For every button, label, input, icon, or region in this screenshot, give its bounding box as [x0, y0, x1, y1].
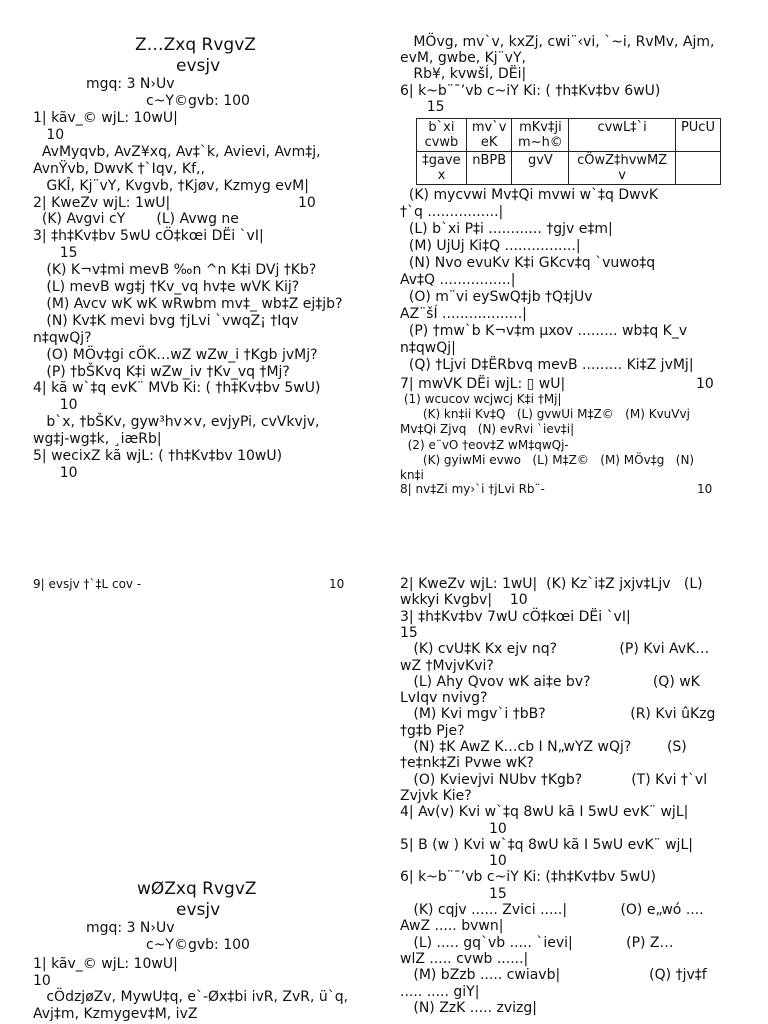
text-line: 10	[33, 464, 78, 481]
text-line: 4| kã w`‡q evK¨ MVb Ki: ( †h‡Kv‡bv 5wU)	[33, 380, 321, 397]
text-line: (M) Avcv wK wK wRwbm mv‡_ wb‡Z ej‡jb?	[33, 295, 343, 312]
text-line: AwZ ..... bvwn|	[400, 918, 504, 935]
text-line: †g‡b Pje?	[400, 722, 465, 739]
text-line: (P) †bŠKvq K‡i wZw_iv †Kv_vq †Mj?	[33, 363, 290, 380]
text-line: (O) Kvievjvi NUbv †Kgb? (T) Kvi †`vl	[400, 771, 708, 788]
text-line: (2) e¨vO †eov‡Z wM‡qwQj-	[400, 437, 569, 452]
full-marks: c~Y©gvb: 100	[146, 93, 250, 109]
text-line: n‡qwQj?	[33, 329, 92, 346]
text-line: (N) Kv‡K mevi bvg †jLvi `vwqZ¡ †Iqv	[33, 312, 299, 329]
table-cell: mKv‡ji m~h©	[512, 119, 569, 152]
section2-marks: c~Y©gvb: 100	[146, 937, 250, 953]
q8-marks: 10	[697, 482, 713, 496]
text-line: MÖvg, mv`v, kxZj, cwi¨‹vi, `~i, RvMv, Ajm,	[400, 34, 715, 50]
text-line: 1| kãv_© wjL: 10wU|	[33, 110, 178, 126]
table-cell	[675, 152, 720, 185]
text-line: 15	[400, 885, 507, 902]
q9-text: 9| evsjv †`‡L cov -	[33, 577, 142, 591]
text-line: (L) ..... gq`vb ..... `ievi| (P) Z…	[400, 934, 674, 951]
q9-marks: 10	[329, 577, 345, 591]
text-line: 6| k~b¨¯’vb c~iY Ki: (‡h‡Kv‡bv 5wU)	[400, 869, 656, 886]
text-line: 5| B (w ) Kvi w`‡q 8wU kã I 5wU evK¨ wjL|	[400, 836, 693, 853]
text-line: (1) wcucov wcjwcj K‡i †Mj|	[400, 392, 562, 406]
text-line: wZ †MvjvKvi?	[400, 657, 494, 674]
text-line: LvIqv nvivg?	[400, 690, 488, 707]
text-line: 3| ‡h‡Kv‡bv 7wU cÖ‡kœi DËi `vI|	[400, 608, 631, 625]
table-cell: b`xi cvwb	[417, 119, 467, 152]
text-line: 6| k~b¨¯’vb c~iY Ki: ( †h‡Kv‡bv 6wU)	[400, 82, 661, 99]
text-line: 15	[400, 624, 418, 641]
table-cell: nBPB	[466, 152, 512, 185]
section2-subject: evsjv	[176, 900, 221, 920]
text-line: AZ¨šÍ ..................|	[400, 306, 527, 322]
text-line: (N) Nvo evuKv K‡i GKcv‡q `vuwo‡q	[400, 255, 656, 271]
text-line: (K) mycvwi Mv‡Qi mvwi w`‡q DwvK	[400, 187, 659, 203]
section2-time: mgq: 3 N›Uv	[86, 920, 175, 936]
text-line: Avj‡m, Kzmygev‡M, ivZ	[33, 1005, 198, 1022]
text-line: Zvjvk Kie?	[400, 787, 472, 804]
exam-time: mgq: 3 N›Uv	[86, 76, 175, 92]
text-line: n‡qwQj|	[400, 340, 456, 356]
text-line: 2| KweZv wjL: 1wU| (K) Kz`i‡Z jxjv‡Ljv (L)	[400, 576, 703, 592]
table-row	[417, 119, 721, 152]
text-line: 5| wecixZ kã wjL: ( †h‡Kv‡bv 10wU)	[33, 448, 283, 464]
text-line: (L) Ahy Qvov wK ai‡e bv? (Q) wK	[400, 673, 700, 690]
text-line: (M) bZzb ..... cwiavb| (Q) †jv‡f	[400, 967, 707, 984]
text-line: b`x, †bŠKv, gyw³hv×v, evjyPi, cvVkvjv,	[33, 414, 320, 431]
table-cell: cvwL‡`i	[569, 119, 676, 152]
text-line: (K) gyiwMi evwo (L) M‡Z© (M) MÖv‡g (N)	[400, 452, 695, 467]
table-cell: mv`v eK	[466, 119, 512, 152]
text-line: 2| KweZv wjL: 1wU|	[33, 194, 171, 211]
text-line: (L) b`xi P‡i ............ †gjv e‡m|	[400, 221, 613, 237]
text-line: 3| ‡h‡Kv‡bv 5wU cÖ‡kœi DËi `vI|	[33, 228, 264, 245]
text-line: (P) †mw`b K¬v‡m µxov ......... wb‡q K_v	[400, 323, 688, 339]
text-line: AvnŸvb, DwvK †`Iqv, Kf,,	[33, 160, 205, 177]
text-line: (K) kn‡ii Kv‡Q (L) gvwUi M‡Z© (M) KvuVvj	[400, 407, 690, 422]
text-line: 10	[33, 126, 65, 143]
text-line: 4| Av(v) Kvi w`‡q 8wU kã I 5wU evK¨ wjL|	[400, 804, 689, 821]
text-line: ..... ..... giY|	[400, 983, 480, 1000]
text-line: (K) cqjv ...... Zvici .....| (O) e„wó ....	[400, 902, 704, 918]
q2-marks: 10	[298, 195, 316, 211]
text-line: kn‡i	[400, 468, 424, 482]
text-line: Av‡Q ................|	[400, 272, 516, 288]
text-line: wg‡j-wg‡k, ¸iæRb|	[33, 431, 162, 448]
table-cell: PUcU	[675, 119, 720, 152]
text-line: (L) mevB wg‡j †Kv_vq hv‡e wVK Kij?	[33, 279, 300, 295]
text-line: Rb¥, kvwšÍ, DËi|	[400, 66, 527, 83]
text-line: (N) ZzK ..... zvizg|	[400, 999, 537, 1016]
text-line: cÖdzjøZv, MywU‡q, e`-Øx‡bi ivR, ZvR, ü`q,	[33, 989, 349, 1005]
text-line: GKÎ, Kj¨vY, Kvgvb, †Kjøv, Kzmyg evM|	[33, 177, 309, 194]
text-line: 10	[33, 972, 51, 989]
table-row	[417, 152, 721, 185]
table-cell: ‡gave x	[417, 152, 467, 185]
q8-text: 8| nv‡Zi my›`i †jLvi Rb¨-	[400, 482, 545, 496]
text-line: 10	[400, 820, 507, 837]
text-line: 10	[33, 397, 78, 414]
text-line: Mv‡Qi Zjvq (N) evRvi `iev‡i|	[400, 422, 575, 437]
table-cell: cÖwZ‡hvwMZ v	[569, 152, 676, 185]
text-line: (O) MÖv‡gi cÖK…wZ wZw_i †Kgb jvMj?	[33, 346, 318, 363]
text-line: †`q ................|	[400, 204, 504, 220]
text-line: 15	[400, 98, 445, 115]
text-line: (M) UjUj Ki‡Q ................|	[400, 238, 581, 254]
table-cell: gvV	[512, 152, 569, 185]
page-title: Z…Zxq RvgvZ	[135, 35, 256, 55]
text-line: 10	[400, 853, 507, 870]
text-line: (K) Avgvi cY (L) Avwg ne	[33, 211, 239, 228]
text-line: AvMyqvb, AvZ¥xq, Av‡`k, Avievi, Avm‡j,	[33, 143, 321, 160]
text-line: evM, gwbe, Kj¨vY,	[400, 50, 526, 67]
text-line: (M) Kvi mgv`i †bB? (R) Kvi ûKzg	[400, 706, 716, 723]
text-line: wlZ ..... cvwb ......|	[400, 950, 529, 967]
text-line: wkkyi Kvgbv| 10	[400, 592, 528, 609]
text-line: †e‡nk‡Zi Pvwe wK?	[400, 755, 534, 772]
section2-title: wØZxq RvgvZ	[137, 879, 257, 899]
text-line: 15	[33, 245, 78, 262]
fill-blank-table	[416, 118, 721, 185]
subject-title: evsjv	[176, 56, 221, 76]
text-line: (K) K¬v‡mi mevB ‰n ^n K‡i DVj †Kb?	[33, 262, 317, 279]
text-line: 1| kãv_© wjL: 10wU|	[33, 956, 178, 972]
q7-marks: 10	[696, 376, 714, 392]
q7-title: 7| mwVK DËi wjL: ▯ wU|	[400, 376, 566, 392]
text-line: (Q) †Ljvi D‡ËRbvq mevB ......... Ki‡Z jvMj|	[400, 357, 694, 373]
text-line: (K) cvU‡K Kx ejv nq? (P) Kvi AvK…	[400, 641, 710, 658]
text-line: (N) ‡K AwZ K…cb I N„wYZ wQj? (S)	[400, 739, 687, 755]
text-line: (O) m¨vi eySwQ‡jb †Q‡jUv	[400, 289, 593, 305]
